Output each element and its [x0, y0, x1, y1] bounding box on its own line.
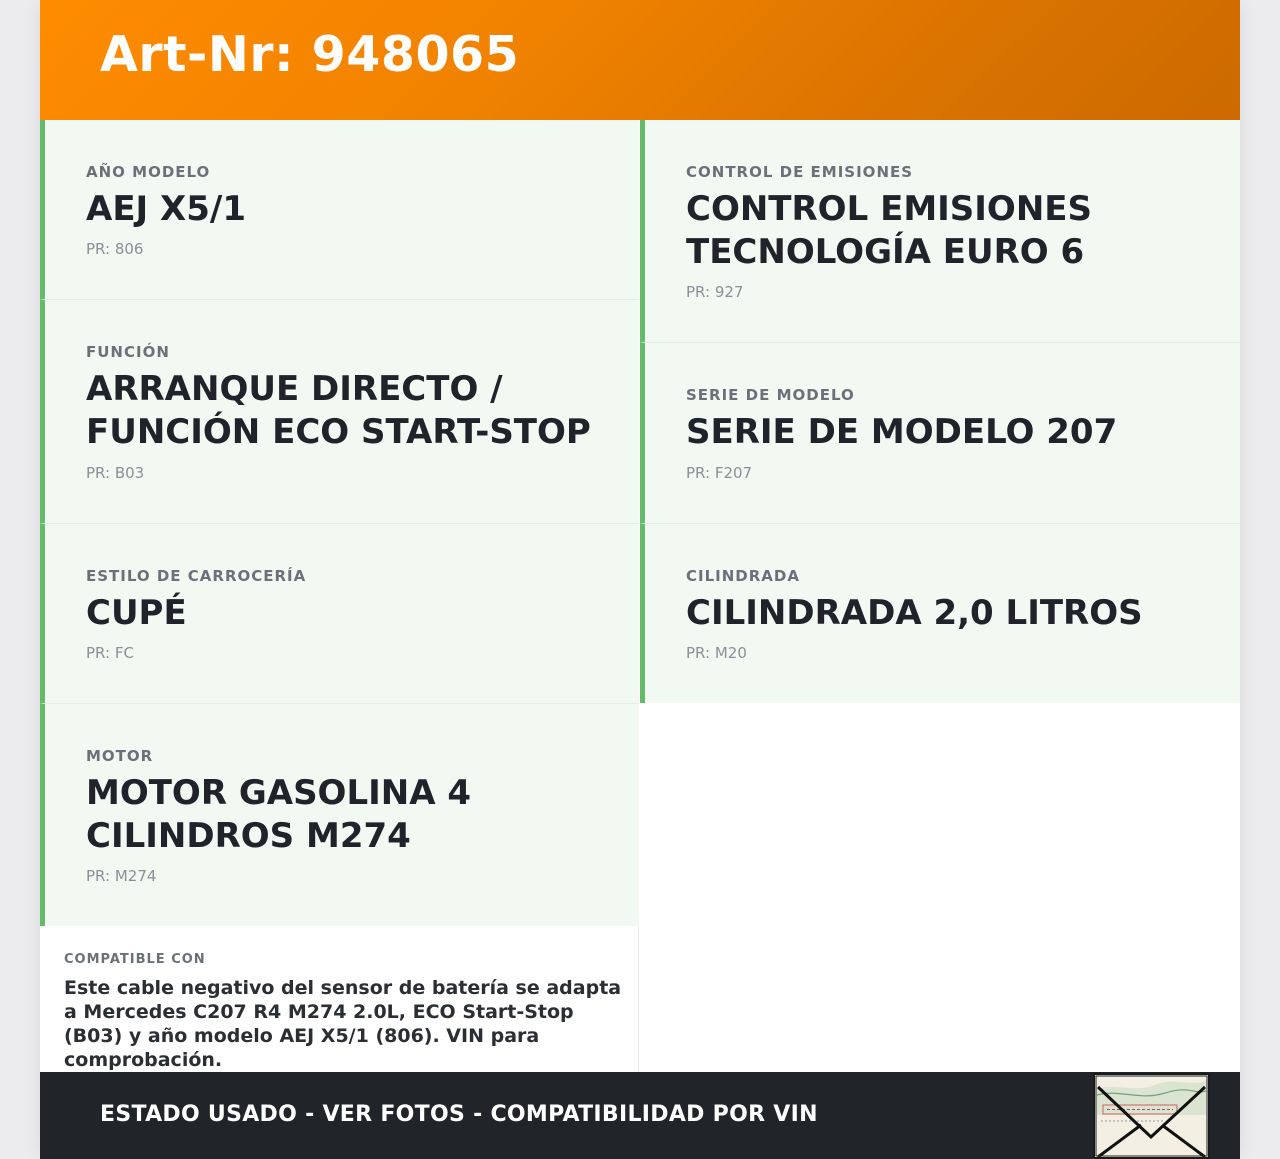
spec-value: CUPÉ: [86, 593, 187, 633]
spec-label: FUNCIÓN: [86, 343, 170, 361]
spec-card-function: [40, 300, 639, 524]
spec-card-model-series: [640, 343, 1240, 524]
spec-label: CONTROL DE EMISIONES: [686, 163, 914, 181]
spec-pr-code: PR: M274: [86, 867, 157, 885]
spec-label: MOTOR: [86, 747, 154, 765]
spec-pr-code: PR: FC: [86, 644, 134, 662]
spec-pr-code: PR: M20: [686, 644, 747, 662]
spec-value: ARRANQUE DIRECTO / FUNCIÓN ECO START-STOP: [86, 369, 591, 452]
spec-card-emissions: [640, 120, 1240, 343]
spec-card-model-year: [40, 120, 639, 300]
envelope-icon: [1095, 1075, 1208, 1157]
compatibility-label: COMPATIBLE CON: [64, 952, 206, 967]
spec-card-engine: [40, 704, 639, 926]
spec-label: AÑO MODELO: [86, 163, 211, 181]
spec-pr-code: PR: 806: [86, 240, 144, 258]
spec-card-body-style: [40, 524, 639, 704]
spec-pr-code: PR: 927: [686, 283, 744, 301]
footer-bar: [40, 1072, 1240, 1159]
spec-card-displacement: [640, 524, 1240, 703]
spec-value: SERIE DE MODELO 207: [686, 412, 1118, 452]
spec-pr-code: PR: B03: [86, 464, 145, 482]
footer-status-text: ESTADO USADO - VER FOTOS - COMPATIBILIDAD POR VIN: [100, 1102, 818, 1127]
compatibility-text: Este cable negativo del sensor de batería se adapta a Mercedes C207 R4 M274 2.0L, ECO Start-Stop (B03) y año modelo AEJ X5/1 (806). VIN para comprobación.: [64, 977, 622, 1071]
spec-value: CONTROL EMISIONES TECNOLOGÍA EURO 6: [686, 189, 1093, 272]
spec-label: SERIE DE MODELO: [686, 386, 855, 404]
spec-label: ESTILO DE CARROCERÍA: [86, 567, 307, 585]
envelope-document-thumbnail-icon[interactable]: [1093, 1073, 1210, 1159]
header-banner: [40, 0, 1240, 120]
compatibility-block: [40, 926, 639, 1072]
spec-value: CILINDRADA 2,0 LITROS: [686, 593, 1143, 633]
article-number-title: Art-Nr: 948065: [100, 26, 520, 83]
spec-pr-code: PR: F207: [686, 464, 753, 482]
spec-value: MOTOR GASOLINA 4 CILINDROS M274: [86, 773, 472, 856]
product-sheet: [40, 0, 1240, 1159]
spec-value: AEJ X5/1: [86, 189, 246, 229]
spec-label: CILINDRADA: [686, 567, 800, 585]
